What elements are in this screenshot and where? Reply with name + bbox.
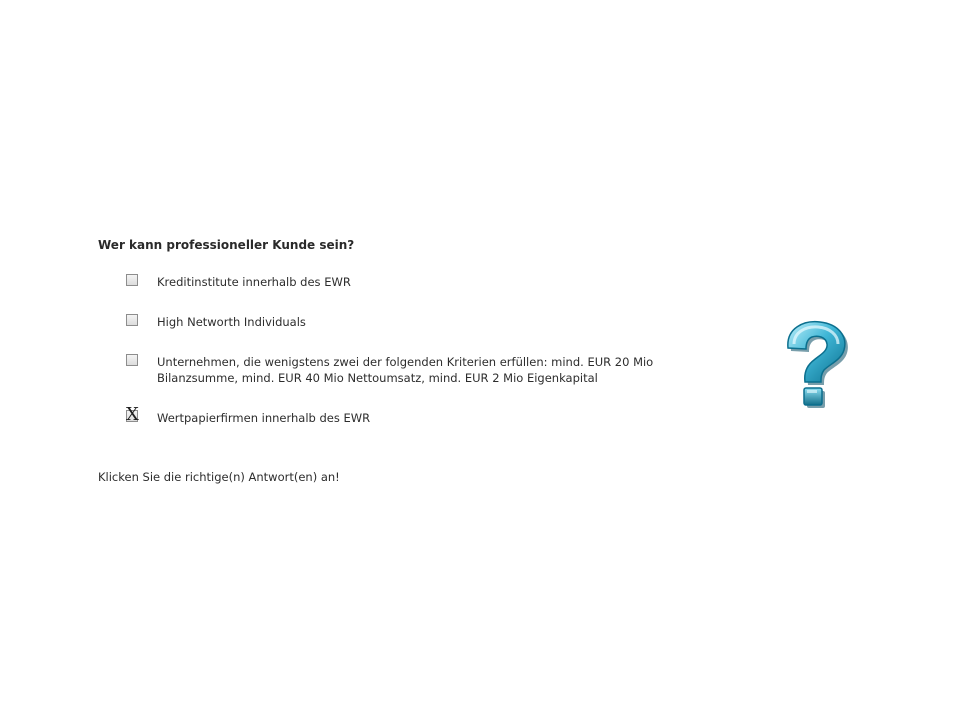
instruction-text: Klicken Sie die richtige(n) Antwort(en) an! (98, 470, 340, 484)
checkbox-kreditinstitute[interactable] (126, 274, 138, 286)
checkbox-high-networth[interactable] (126, 314, 138, 326)
question-mark-icon (778, 318, 852, 410)
option-label: Unternehmen, die wenigstens zwei der folgenden Kriterien erfüllen: mind. EUR 20 Mio Bilanzsumme, mind. EUR 40 Mio Nettoumsatz, mind. EUR 2 Mio Eigenkapital (157, 355, 654, 385)
question-title: Wer kann professioneller Kunde sein? (98, 238, 355, 252)
checkbox-unternehmen[interactable] (126, 354, 138, 366)
option-label: High Networth Individuals (157, 315, 306, 329)
check-x-mark: X (126, 404, 139, 425)
checkbox-wertpapierfirmen[interactable] (126, 404, 139, 425)
option-label: Wertpapierfirmen innerhalb des EWR (157, 411, 371, 425)
option-label: Kreditinstitute innerhalb des EWR (157, 275, 351, 289)
